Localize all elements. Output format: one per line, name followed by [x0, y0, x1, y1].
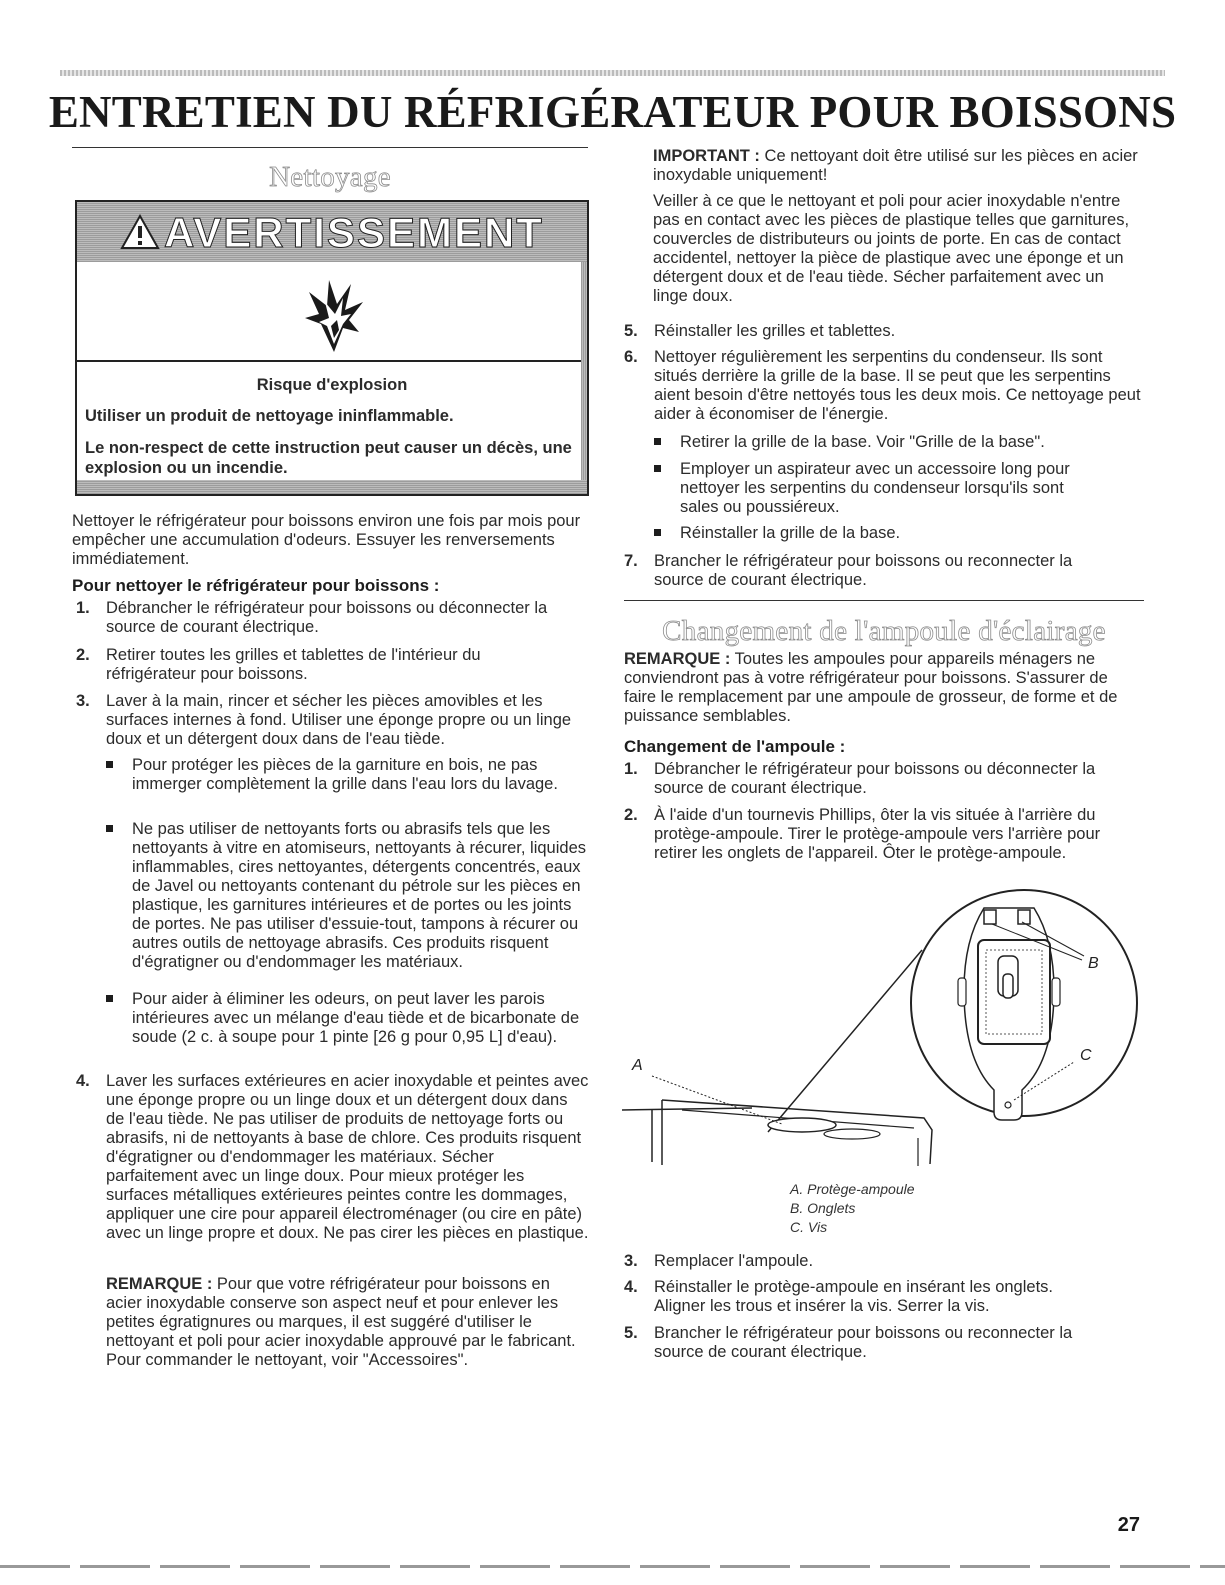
remarque2-text: Toutes les ampoules pour appareils ménagers ne conviendront pas à votre réfrigérateur pour boissons. S'assurer de faire le remplacement par une ampoule de grosseur, de forme et de puissance semblables.	[624, 650, 1118, 725]
important-label: IMPORTANT :	[653, 147, 760, 165]
warning-risk: Risque d'explosion	[256, 376, 408, 394]
page-title: ENTRETIEN DU RÉFRIGÉRATEUR POUR BOISSONS	[48, 87, 1177, 137]
left-section-rule	[72, 147, 588, 148]
step-text: Réinstaller le protège-ampoule en insérant les onglets. Aligner les trous et insérer la vis. Serrer la vis.	[654, 1278, 1053, 1315]
bullet-marker	[106, 995, 113, 1002]
bullet-marker	[654, 465, 661, 472]
step-text: Débrancher le réfrigérateur pour boissons ou déconnecter la source de courant électrique.	[654, 760, 1096, 797]
warning-header	[77, 202, 587, 262]
warning-box	[75, 200, 589, 496]
step-text: Laver à la main, rincer et sécher les pièces amovibles et les surfaces internes à fond. Utiliser une éponge propre ou un linge doux et un détergent doux dans de l'eau tiède.	[106, 692, 572, 748]
section-title-nettoyage: Nettoyage	[269, 161, 391, 193]
diagram-label-b: B	[1088, 955, 1099, 972]
bullet-marker	[106, 825, 113, 832]
step-number: 6.	[624, 348, 638, 366]
warning-side-band	[581, 262, 587, 494]
step-number: 1.	[624, 760, 638, 778]
bullet-text: Ne pas utiliser de nettoyants forts ou abrasifs tels que les nettoyants à vitre en atomiseurs, nettoyants à récurer, liquides inflammables, cires nettoyantes, détergents concentrés, eaux de Javel ou nettoyants contenant du pétrole sur les pièces en plastique, les garnitures intérieures et de portes ou les joints de portes. Ne pas utiliser d'essuie-tout, tampons à récurer ou autres outils de nettoyage abrasifs. Ces produits risquent d'égratigner ou d'endommager les matériaux.	[132, 820, 586, 971]
step-number: 2.	[624, 806, 638, 824]
section-title-ampoule: Changement de l'ampoule d'éclairage	[662, 615, 1106, 647]
step-number: 5.	[624, 322, 638, 340]
remarque2-paragraph	[624, 650, 1144, 726]
step-text: Réinstaller les grilles et tablettes.	[654, 322, 896, 340]
intro-paragraph: Nettoyer le réfrigérateur pour boissons environ une fois par mois pour empêcher une accumulation d'odeurs. Essuyer les renversements immédiatement.	[72, 512, 581, 568]
step-text: Laver les surfaces extérieures en acier inoxydable et peintes avec une éponge propre ou un linge doux et un détergent doux dans de l'eau tiède. Ne pas utiliser de produits de nettoyage forts ou abrasifs, ni de nettoyants à base de chlore. Ces produits risquent d'égratigner ou d'endommager les matériaux. Sécher parfaitement avec un linge doux. Pour mieux protéger les surfaces métalliques extérieures peintes contre les dommages, appliquer une cire pour appareil électroménager (ou cire en pâte) avec un linge propre et doux. Ne pas cirer les pièces en plastique.	[106, 1072, 589, 1242]
subhead-ampoule: Changement de l'ampoule :	[624, 737, 846, 756]
veiller-paragraph: Veiller à ce que le nettoyant et poli pour acier inoxydable n'entre pas en contact avec les pièces de plastique telles que garnitures, couvercles de distributeurs ou joints de porte. En cas de contact accidentel, nettoyer la pièce de plastique avec une éponge et un détergent doux et de l'eau tiède. Sécher parfaitement avec un linge doux.	[653, 192, 1130, 305]
bullet-text: Employer un aspirateur avec un accessoire long pour nettoyer les serpentins du condenseur lorsqu'ils sont sales ou poussiéreux.	[680, 460, 1070, 516]
remarque-text: Pour que votre réfrigérateur pour boissons en acier inoxydable conserve son aspect neuf et pour enlever les petites égratignures ou marques, il est suggéré d'utiliser le nettoyant et poli pour acier inoxydable approuvé par le fabricant. Pour commander le nettoyant, voir "Accessoires".	[106, 1275, 576, 1369]
warning-line-1: Utiliser un produit de nettoyage ininflammable.	[85, 407, 454, 425]
bullet-marker	[106, 761, 113, 768]
right-section-rule	[624, 600, 1144, 601]
step-text: Débrancher le réfrigérateur pour boissons ou déconnecter la source de courant électrique.	[106, 599, 548, 636]
page-number: 27	[1117, 1514, 1140, 1536]
step-number: 2.	[76, 646, 90, 664]
step-text: Brancher le réfrigérateur pour boissons ou reconnecter la source de courant électrique.	[654, 552, 1073, 589]
step-text: Brancher le réfrigérateur pour boissons ou reconnecter la source de courant électrique.	[654, 1324, 1073, 1361]
bullet-text: Retirer la grille de la base. Voir "Grille de la base".	[680, 433, 1045, 451]
bottom-rule	[0, 1565, 1225, 1568]
remarque-paragraph	[106, 1275, 588, 1370]
important-paragraph	[653, 147, 1143, 185]
step-text: Retirer toutes les grilles et tablettes de l'intérieur du réfrigérateur pour boissons.	[106, 646, 481, 683]
warning-bottom-band	[77, 480, 587, 494]
diagram-caption-c: C. Vis	[790, 1219, 828, 1235]
step-number: 4.	[624, 1278, 638, 1296]
diagram-caption-a: A. Protège-ampoule	[790, 1181, 915, 1197]
step-text: À l'aide d'un tournevis Phillips, ôter la vis située à l'arrière du protège-ampoule. Tirer le protège-ampoule vers l'arrière pour retirer les onglets de l'appareil. Ôter le protège-ampoule.	[654, 806, 1101, 862]
top-rule	[60, 70, 1165, 76]
bullet-text: Réinstaller la grille de la base.	[680, 524, 901, 542]
light-shield-diagram	[622, 880, 1142, 1180]
diagram-label-a: A	[632, 1057, 643, 1074]
warning-triangle-icon	[120, 214, 160, 250]
step-number: 3.	[624, 1252, 638, 1270]
bullet-marker	[654, 529, 661, 536]
subhead-cleaning: Pour nettoyer le réfrigérateur pour boissons :	[72, 576, 440, 595]
step-number: 5.	[624, 1324, 638, 1342]
step-text: Nettoyer régulièrement les serpentins du condenseur. Ils sont situés derrière la grille de la base. Il se peut que les serpentins aient besoin d'être nettoyés tous les deux mois. Ce nettoyage peut aider à économiser de l'énergie.	[654, 348, 1141, 423]
step-number: 7.	[624, 552, 638, 570]
step-number: 4.	[76, 1072, 90, 1090]
warning-icon-area	[77, 262, 587, 362]
remarque2-label: REMARQUE :	[624, 650, 731, 668]
step-number: 1.	[76, 599, 90, 617]
diagram-label-c: C	[1080, 1047, 1092, 1064]
warning-line-2: Le non-respect de cette instruction peut causer un décès, une explosion ou un incendie.	[85, 439, 572, 477]
important-text: Ce nettoyant doit être utilisé sur les pièces en acier inoxydable uniquement!	[653, 147, 1138, 184]
bullet-text: Pour aider à éliminer les odeurs, on peut laver les parois intérieures avec un mélange d'eau tiède et de bicarbonate de soude (2 c. à soupe pour 1 pinte [26 g pour 0,95 L] d'eau).	[132, 990, 580, 1046]
warning-text	[77, 364, 587, 478]
remarque-label: REMARQUE :	[106, 1275, 213, 1293]
warning-header-text: AVERTISSEMENT	[164, 208, 544, 256]
step-text: Remplacer l'ampoule.	[654, 1252, 814, 1270]
bullet-marker	[654, 438, 661, 445]
step-number: 3.	[76, 692, 90, 710]
diagram-caption-b: B. Onglets	[790, 1200, 856, 1216]
bullet-text: Pour protéger les pièces de la garniture en bois, ne pas immerger complètement la grille dans l'eau lors du lavage.	[132, 756, 558, 793]
explosion-icon	[299, 274, 369, 354]
